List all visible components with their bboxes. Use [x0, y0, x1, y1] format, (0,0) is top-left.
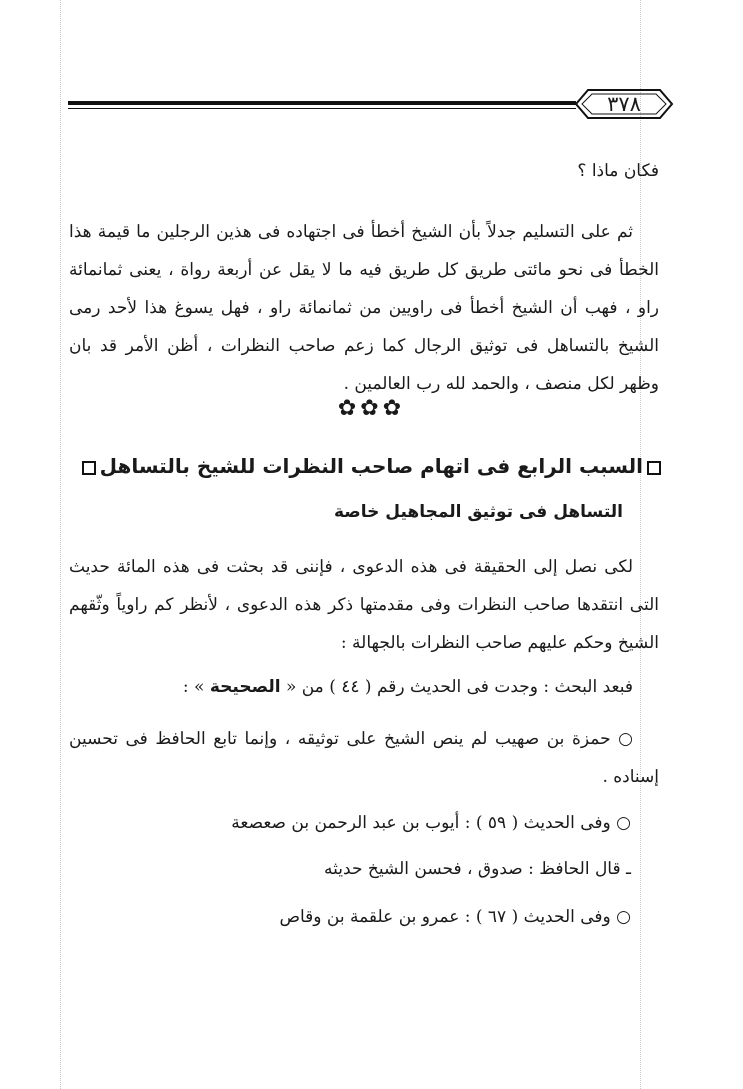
paragraph: لكى نصل إلى الحقيقة فى هذه الدعوى ، فإننى قد بحثت فى هذه المائة حديث التى انتقدها صاحب النظرات وفى مقدمتها ذكر هذه الدعوى ، لأنظر كم راوياً وثّقهم الشيخ وحكم عليهم صاحب النظرات بالجهالة : — [69, 557, 659, 653]
paragraph: ○ حمزة بن صهيب لم ينص الشيخ على توثيقه ، وإنما تابع الحافظ فى تحسين إسناده . — [69, 729, 659, 787]
paragraph: فكان ماذا ؟ — [577, 161, 659, 181]
subheading: التساهل فى توثيق المجاهيل خاصة — [334, 502, 623, 522]
section-heading — [65, 448, 665, 484]
square-bullet-icon — [647, 461, 661, 475]
list-item: ○ وفى الحديث ( ٦٧ ) : عمرو بن علقمة بن وقاص — [279, 907, 631, 927]
scan-guide-line — [60, 0, 61, 1089]
list-item: ـ قال الحافظ : صدوق ، فحسن الشيخ حديثه — [324, 859, 631, 879]
header-rule-thick — [68, 101, 576, 105]
section-heading-text: السبب الرابع فى اتهام صاحب النظرات للشيخ بالتساهل — [99, 454, 643, 478]
paragraph: ثم على التسليم جدلاً بأن الشيخ أخطأ فى اجتهاده فى هذين الرجلين ما قيمة هذا الخطأ فى نحو مائتى طريق كل طريق فيه ما لا يقل عن أربعة رواة ، يعنى ثمانمائة راو ، فهب أن الشيخ أخطأ فى راويين من ثمانمائة راو ، فهل يسوغ هذا لأحد رمى الشيخ بالتساهل فى توثيق الرجال كما زعم صاحب النظرات ، أظن الأمر قد بان وظهر لكل منصف ، والحمد لله رب العالمين . — [69, 222, 659, 394]
page-header — [68, 86, 680, 122]
paragraph-text: » : — [182, 677, 205, 697]
square-bullet-icon — [82, 461, 96, 475]
paragraph-text: فبعد البحث : وجدت فى الحديث رقم ( ٤٤ ) من « — [285, 677, 633, 697]
header-rule-thin — [68, 108, 576, 109]
page-number: ٣٧٨ — [607, 92, 641, 116]
section-divider-ornament: ✿✿✿ — [337, 396, 406, 421]
paragraph — [69, 668, 659, 706]
list-item: ○ وفى الحديث ( ٥٩ ) : أيوب بن عبد الرحمن بن صعصعة — [231, 813, 631, 833]
page-number-badge — [574, 86, 674, 122]
book-title: الصحيحة — [209, 677, 281, 697]
